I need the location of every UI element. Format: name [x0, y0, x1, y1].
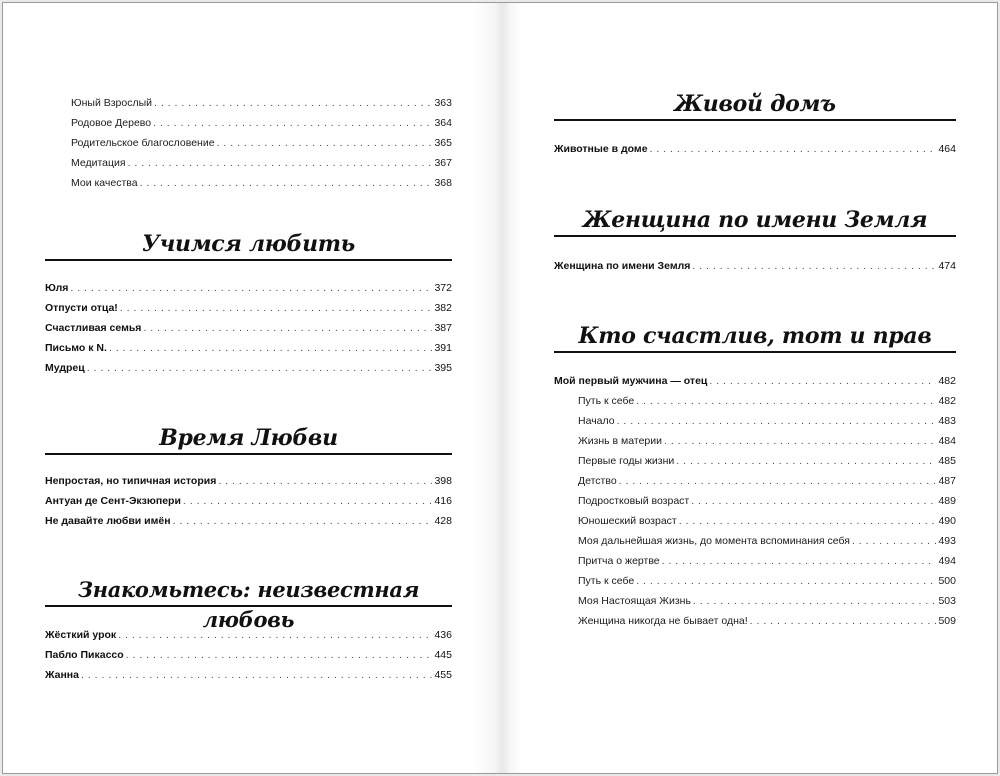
- toc-list-continued: [71, 93, 452, 193]
- toc-entry[interactable]: Непростая, но типичная история . . . 398: [45, 471, 452, 491]
- toc-section: [45, 229, 452, 261]
- toc-entry[interactable]: Счастливая семья . . . 387: [45, 318, 452, 338]
- left-page: [45, 3, 452, 773]
- toc-subentry[interactable]: Путь к себе . . . 500: [578, 571, 956, 591]
- section-rule: [45, 453, 452, 455]
- toc-entry[interactable]: Жёсткий урок . . . 436: [45, 625, 452, 645]
- section-title: Женщина по имени Земля: [582, 207, 928, 233]
- toc-sublist: [578, 391, 956, 631]
- section-title: Учимся любить: [142, 231, 355, 257]
- toc-subentry[interactable]: Юношеский возраст . . . 490: [578, 511, 956, 531]
- toc-entry[interactable]: Родовое Дерево . . . 364: [71, 113, 452, 133]
- toc-subentry[interactable]: Женщина никогда не бывает одна! . . . 509: [578, 611, 956, 631]
- toc-entry[interactable]: Пабло Пикассо . . . 445: [45, 645, 452, 665]
- toc-list: [45, 278, 452, 378]
- toc-entry[interactable]: Юля . . . 372: [45, 278, 452, 298]
- toc-subentry[interactable]: Начало . . . 483: [578, 411, 956, 431]
- right-page: [554, 3, 956, 773]
- toc-entry[interactable]: Родительское благословение . . . 365: [71, 133, 452, 153]
- toc-section: [45, 423, 452, 455]
- book-spread: [2, 2, 998, 774]
- toc-entry[interactable]: Антуан де Сент-Экзюпери . . . 416: [45, 491, 452, 511]
- toc-entry[interactable]: Мои качества . . . 368: [71, 173, 452, 193]
- toc-subentry[interactable]: Детство . . . 487: [578, 471, 956, 491]
- section-title: Время Любви: [159, 425, 338, 451]
- toc-entry[interactable]: Мудрец . . . 395: [45, 358, 452, 378]
- toc-subentry[interactable]: Путь к себе . . . 482: [578, 391, 956, 411]
- toc-subentry[interactable]: Моя Настоящая Жизнь . . . 503: [578, 591, 956, 611]
- toc-entry[interactable]: Юный Взрослый . . . 363: [71, 93, 452, 113]
- section-rule: [554, 235, 956, 237]
- toc-entry[interactable]: Письмо к N. . . . 391: [45, 338, 452, 358]
- section-title: Живой домъ: [674, 91, 836, 117]
- toc-section: [554, 205, 956, 237]
- toc-subentry[interactable]: Подростковый возраст . . . 489: [578, 491, 956, 511]
- toc-list: [554, 139, 956, 159]
- toc-entry[interactable]: Медитация . . . 367: [71, 153, 452, 173]
- section-rule: [554, 119, 956, 121]
- section-title: Знакомьтесь: неизвестная любовь: [77, 577, 420, 632]
- toc-subentry[interactable]: Первые годы жизни . . . 485: [578, 451, 956, 471]
- toc-entry[interactable]: Жанна . . . 455: [45, 665, 452, 685]
- toc-entry[interactable]: Животные в доме . . . 464: [554, 139, 956, 159]
- section-rule: [554, 351, 956, 353]
- toc-list: [554, 371, 956, 391]
- toc-entry[interactable]: Отпусти отца! . . . 382: [45, 298, 452, 318]
- toc-section: [554, 321, 956, 353]
- toc-subentry[interactable]: Жизнь в материи . . . 484: [578, 431, 956, 451]
- toc-entry[interactable]: Не давайте любви имён . . . 428: [45, 511, 452, 531]
- toc-list: [45, 625, 452, 685]
- toc-entry[interactable]: Женщина по имени Земля . . . 474: [554, 256, 956, 276]
- section-rule: [45, 259, 452, 261]
- section-title: Кто счастлив, тот и прав: [578, 323, 932, 349]
- toc-list: [554, 256, 956, 276]
- toc-section: [554, 89, 956, 121]
- toc-subentry[interactable]: Притча о жертве . . . 494: [578, 551, 956, 571]
- toc-subentry[interactable]: Моя дальнейшая жизнь, до момента вспоминания себя . . . 493: [578, 531, 956, 551]
- toc-entry[interactable]: Мой первый мужчина — отец . . . 482: [554, 371, 956, 391]
- page-gutter: [473, 3, 523, 773]
- toc-list: [45, 471, 452, 531]
- toc-section: [45, 575, 452, 632]
